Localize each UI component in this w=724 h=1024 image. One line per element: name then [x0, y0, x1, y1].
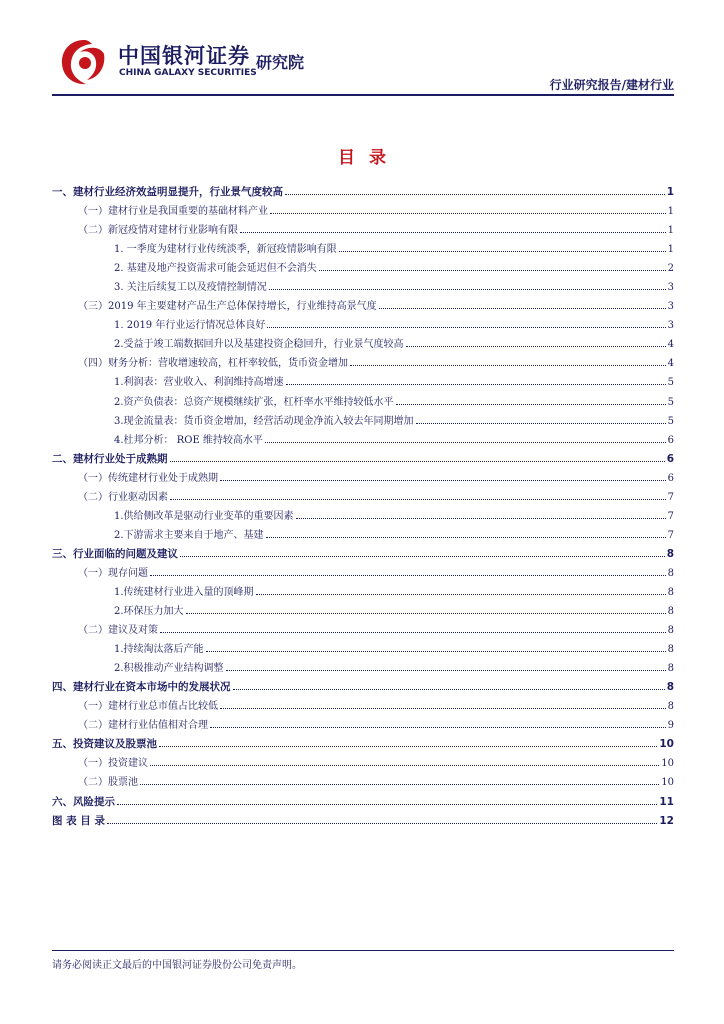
toc-entry[interactable]	[52, 793, 674, 812]
toc-dot-leader	[240, 224, 666, 233]
toc-page-number: 1	[666, 186, 674, 198]
toc-dot-leader	[350, 357, 666, 366]
toc-dot-leader	[265, 434, 666, 443]
toc-entry-title: 一、建材行业经济效益明显提升，行业景气度较高	[52, 186, 283, 198]
toc-entry[interactable]	[52, 678, 674, 697]
toc-dot-leader	[206, 643, 666, 652]
toc-page-number: 4	[667, 358, 674, 370]
institute-name: 研究院	[256, 53, 305, 72]
toc-page-number: 1	[667, 225, 674, 237]
toc-entry-title: （一）建材行业是我国重要的基础材料产业	[78, 206, 268, 218]
toc-dot-leader	[266, 529, 666, 538]
toc-entry-title: 2.环保压力加大	[114, 606, 184, 618]
toc-dot-leader	[256, 586, 666, 595]
toc-entry-title: 图 表 目 录	[52, 814, 105, 827]
toc-page-number: 9	[667, 720, 674, 732]
toc-page-number: 12	[659, 814, 674, 827]
toc-entry[interactable]	[52, 545, 674, 564]
toc-dot-leader	[319, 262, 666, 271]
toc-entry-title: （一）传统建材行业处于成熟期	[78, 472, 218, 484]
toc-dot-leader	[180, 548, 665, 557]
toc-page-number: 7	[667, 529, 674, 541]
toc-entry-title: 2.资产负债表：总资产规模继续扩张，杠杆率水平维持较低水平	[114, 396, 394, 408]
toc-dot-leader	[159, 738, 657, 747]
toc-page-number: 7	[667, 491, 674, 503]
toc-entry[interactable]	[52, 259, 674, 278]
toc-dot-leader	[269, 281, 666, 290]
toc-entry-title: （二）股票池	[78, 777, 138, 789]
toc-page-number: 8	[667, 606, 674, 618]
toc-dot-leader	[220, 700, 666, 709]
toc-entry-title: 2.积极推动产业结构调整	[114, 663, 224, 675]
toc-page-number: 8	[667, 663, 674, 675]
toc-dot-leader	[296, 510, 666, 519]
toc-entry-title: 3.现金流量表：货币资金增加，经营活动现金净流入较去年同期增加	[114, 415, 414, 427]
toc-entry[interactable]	[52, 354, 674, 373]
toc-entry[interactable]	[52, 507, 674, 526]
header-divider	[52, 94, 674, 96]
footer-disclaimer: 请务必阅读正文最后的中国银河证券股份公司免责声明。	[52, 960, 302, 971]
toc-page-number: 8	[667, 644, 674, 656]
toc-dot-leader	[339, 243, 666, 252]
toc-entry-title: 1.持续淘汰落后产能	[114, 644, 204, 656]
toc-page-number: 5	[667, 396, 674, 408]
toc-page-number: 10	[659, 738, 674, 751]
toc-entry[interactable]	[52, 640, 674, 659]
toc-dot-leader	[170, 453, 665, 462]
toc-entry[interactable]	[52, 716, 674, 735]
footer-divider	[52, 950, 674, 951]
toc-dot-leader	[186, 605, 666, 614]
toc-entry[interactable]	[52, 659, 674, 678]
report-header	[58, 36, 674, 96]
toc-entry-title: 1. 2019 年行业运行情况总体良好	[114, 320, 266, 332]
toc-page-number: 5	[667, 415, 674, 427]
toc-page-number: 10	[661, 777, 674, 789]
toc-dot-leader	[117, 796, 657, 805]
toc-page-number: 2	[667, 263, 674, 275]
toc-entry-title: （二）建议及对策	[78, 625, 158, 637]
toc-entry[interactable]	[52, 812, 674, 831]
toc-dot-leader	[170, 491, 666, 500]
toc-entry[interactable]	[52, 221, 674, 240]
toc-entry-title: 1. 一季度为建材行业传统淡季，新冠疫情影响有限	[114, 244, 337, 256]
toc-dot-leader	[396, 396, 666, 405]
toc-entry-title: 五、投资建议及股票池	[52, 738, 157, 751]
toc-dot-leader	[150, 757, 659, 766]
table-of-contents	[52, 183, 674, 831]
toc-page-number: 11	[659, 795, 674, 808]
toc-entry-title: （一）现存问题	[78, 567, 148, 579]
toc-entry[interactable]	[52, 583, 674, 602]
toc-entry-title: （四）财务分析：营收增速较高，杠杆率较低，货币资金增加	[78, 358, 348, 370]
toc-page-number: 4	[667, 339, 674, 351]
toc-entry[interactable]	[52, 450, 674, 469]
toc-entry-title: 四、建材行业在资本市场中的发展状况	[52, 681, 231, 694]
toc-entry-title: 二、建材行业处于成熟期	[52, 452, 168, 465]
toc-entry[interactable]	[52, 488, 674, 507]
galaxy-logo-icon	[58, 36, 110, 88]
toc-dot-leader	[286, 376, 666, 385]
toc-page-number: 3	[667, 282, 674, 294]
toc-entry[interactable]	[52, 526, 674, 545]
toc-entry-title: （一）建材行业总市值占比较低	[78, 701, 218, 713]
toc-entry-title: （二）新冠疫情对建材行业影响有限	[78, 225, 238, 237]
toc-page-number: 3	[667, 320, 674, 332]
toc-page-number: 8	[667, 701, 674, 713]
toc-entry[interactable]	[52, 297, 674, 316]
toc-entry-title: 1.利润表：营业收入、利润维持高增速	[114, 377, 284, 389]
toc-entry-title: （二）行业驱动因素	[78, 491, 168, 503]
toc-entry-title: （三）2019 年主要建材产品生产总体保持增长，行业维持高景气度	[78, 301, 377, 313]
toc-entry-title: 1.供给侧改革是驱动行业变革的重要因素	[114, 510, 294, 522]
toc-entry[interactable]	[52, 697, 674, 716]
toc-page-number: 5	[667, 377, 674, 389]
toc-entry[interactable]	[52, 564, 674, 583]
toc-page-number: 8	[667, 586, 674, 598]
toc-dot-leader	[406, 338, 666, 347]
toc-entry-title: 六、风险提示	[52, 795, 115, 808]
toc-dot-leader	[210, 719, 666, 728]
toc-entry[interactable]	[52, 373, 674, 392]
toc-entry[interactable]	[52, 621, 674, 640]
toc-entry-title: 2.下游需求主要来自于地产、基建	[114, 529, 264, 541]
toc-entry-title: 2. 基建及地产投资需求可能会延迟但不会消失	[114, 263, 317, 275]
company-name-en: CHINA GALAXY SECURITIES	[119, 68, 257, 78]
toc-page-number: 3	[667, 301, 674, 313]
toc-dot-leader	[226, 662, 666, 671]
toc-entry[interactable]	[52, 240, 674, 259]
report-category: 行业研究报告/建材行业	[549, 78, 674, 92]
toc-page-number: 8	[666, 681, 674, 694]
toc-entry[interactable]	[52, 183, 674, 202]
toc-dot-leader	[107, 815, 657, 824]
toc-page-number: 8	[666, 547, 674, 560]
toc-entry[interactable]	[52, 202, 674, 221]
toc-title: 目录	[338, 148, 400, 168]
toc-page-number: 6	[667, 472, 674, 484]
toc-entry[interactable]	[52, 316, 674, 335]
company-name-cn: 中国银河证券	[118, 44, 250, 68]
toc-dot-leader	[233, 681, 665, 690]
toc-dot-leader	[140, 776, 659, 785]
toc-page-number: 10	[661, 758, 674, 770]
toc-entry[interactable]	[52, 393, 674, 412]
toc-entry-title: 4.杜邦分析： ROE 维持较高水平	[114, 434, 263, 446]
toc-page-number: 8	[667, 625, 674, 637]
toc-entry[interactable]	[52, 735, 674, 754]
toc-page-number: 6	[666, 452, 674, 465]
toc-page-number: 8	[667, 567, 674, 579]
toc-entry-title: 1.传统建材行业进入量的顶峰期	[114, 586, 254, 598]
toc-dot-leader	[270, 205, 666, 214]
toc-entry[interactable]	[52, 278, 674, 297]
toc-entry-title: 2.受益于竣工端数据回升以及基建投资企稳回升，行业景气度较高	[114, 339, 404, 351]
toc-entry[interactable]	[52, 412, 674, 431]
toc-entry-title: 三、行业面临的问题及建议	[52, 547, 178, 560]
toc-entry-title: （二）建材行业估值相对合理	[78, 720, 208, 732]
toc-page-number: 1	[667, 206, 674, 218]
toc-page-number: 1	[667, 244, 674, 256]
toc-dot-leader	[160, 624, 666, 633]
toc-entry[interactable]	[52, 754, 674, 773]
toc-dot-leader	[267, 319, 665, 328]
toc-entry[interactable]	[52, 602, 674, 621]
toc-dot-leader	[220, 472, 666, 481]
toc-dot-leader	[379, 300, 666, 309]
toc-dot-leader	[150, 567, 666, 576]
toc-entry[interactable]	[52, 335, 674, 354]
toc-entry[interactable]	[52, 773, 674, 792]
toc-entry-title: 3. 关注后续复工以及疫情控制情况	[114, 282, 267, 294]
toc-dot-leader	[285, 186, 665, 195]
toc-entry[interactable]	[52, 431, 674, 450]
toc-dot-leader	[416, 415, 666, 424]
toc-entry-title: （一）投资建议	[78, 758, 148, 770]
toc-entry[interactable]	[52, 469, 674, 488]
toc-page-number: 7	[667, 510, 674, 522]
toc-page-number: 6	[667, 434, 674, 446]
